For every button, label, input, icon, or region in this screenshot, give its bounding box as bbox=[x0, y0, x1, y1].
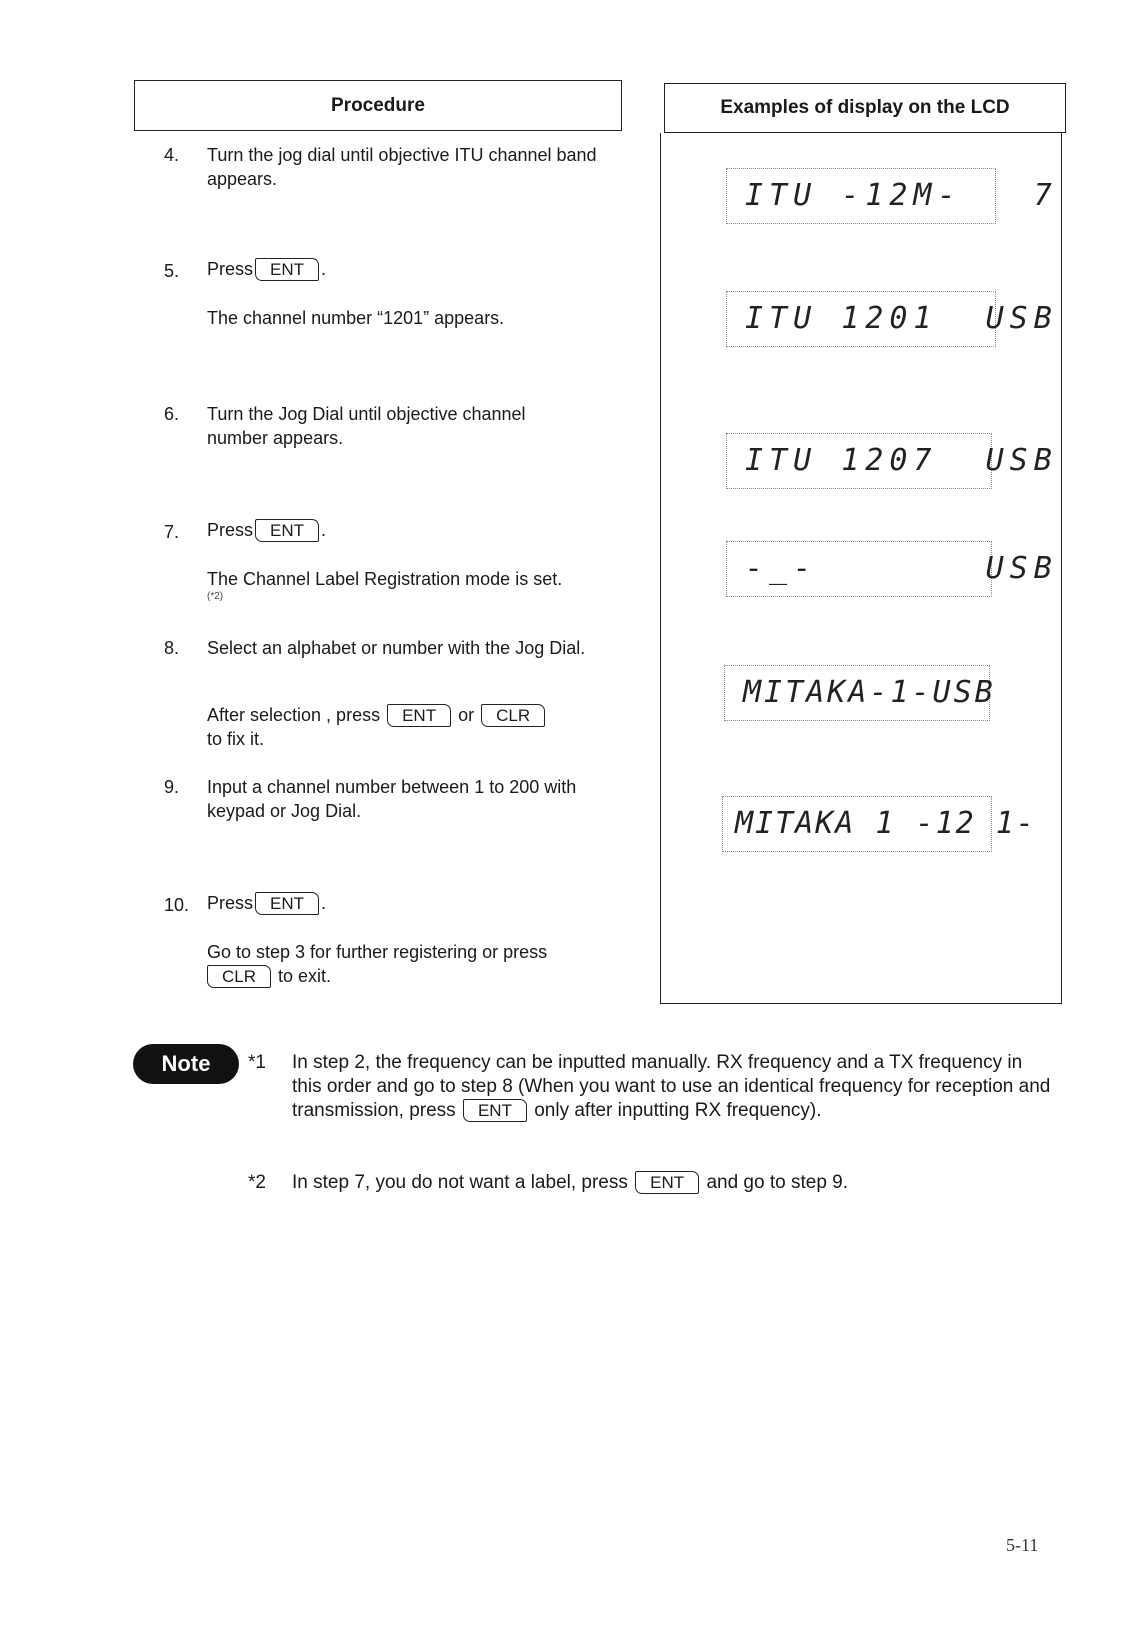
step-period: . bbox=[321, 259, 327, 279]
step-text: Turn the Jog Dial until objective channel number appears. bbox=[207, 404, 526, 448]
ent-key: ENT bbox=[387, 704, 451, 727]
lcd-display: ITU -12M- 7 bbox=[726, 168, 996, 224]
step-press-label: Press bbox=[207, 893, 254, 913]
step-subtext bbox=[207, 567, 627, 603]
step-number: 4. bbox=[164, 145, 180, 165]
clr-key: CLR bbox=[481, 704, 545, 727]
lcd-display: MITAKA 1 -12 1- bbox=[722, 796, 992, 852]
note-mark: *1 bbox=[248, 1052, 266, 1073]
step-text: Input a channel number between 1 to 200 with keypad or Jog Dial. bbox=[207, 777, 577, 821]
page-number: 5-11 bbox=[1006, 1535, 1039, 1555]
step-number: 10. bbox=[164, 895, 190, 915]
lcd-display: ITU 1207 USB bbox=[726, 433, 992, 489]
step-period: . bbox=[321, 893, 327, 913]
or-label: or bbox=[458, 705, 475, 725]
step-number: 6. bbox=[164, 404, 180, 424]
step-subtext-end: to exit. bbox=[278, 966, 332, 986]
note-text-part: In step 2, the frequency can be inputted manually. RX frequency and a TX frequency in this order and go to step 8 (When you want to use an identical frequency for reception and transmission, press bbox=[292, 1052, 1051, 1121]
note-badge: Note bbox=[133, 1044, 239, 1084]
clr-key: CLR bbox=[207, 965, 271, 988]
ent-key: ENT bbox=[255, 519, 319, 542]
ent-key: ENT bbox=[255, 892, 319, 915]
ent-key: ENT bbox=[255, 258, 319, 281]
step-text: Turn the jog dial until objective ITU channel band appears. bbox=[207, 145, 597, 189]
step-text bbox=[207, 257, 627, 281]
step-subtext bbox=[207, 703, 607, 751]
step-subtext: The channel number “1201” appears. bbox=[207, 308, 505, 328]
step-text bbox=[207, 891, 627, 915]
step-press-label: Press bbox=[207, 520, 254, 540]
ent-key: ENT bbox=[463, 1099, 527, 1122]
step-text bbox=[207, 518, 627, 542]
footnote-ref: (*2) bbox=[207, 591, 224, 602]
step-number: 5. bbox=[164, 261, 180, 281]
lcd-display: ITU 1201 USB bbox=[726, 291, 996, 347]
note-mark: *2 bbox=[248, 1172, 266, 1193]
note-text-part: and go to step 9. bbox=[706, 1172, 849, 1193]
step-subtext-line: After selection , press bbox=[207, 705, 381, 725]
step-subtext-line: The Channel Label Registration mode is set. bbox=[207, 569, 563, 589]
note-text-part: In step 7, you do not want a label, press bbox=[292, 1172, 628, 1193]
lcd-display: MITAKA-1-USB bbox=[724, 665, 990, 721]
step-period: . bbox=[321, 520, 327, 540]
step-subtext-end: to fix it. bbox=[207, 729, 265, 749]
note-text bbox=[292, 1171, 1052, 1195]
lcd-display: -_- USB bbox=[726, 541, 992, 597]
note-text bbox=[292, 1051, 1052, 1123]
lcd-examples-header: Examples of display on the LCD bbox=[664, 83, 1066, 133]
step-subtext bbox=[207, 940, 607, 988]
step-subtext-line: Go to step 3 for further registering or press bbox=[207, 942, 548, 962]
note-text-part: only after inputting RX frequency). bbox=[534, 1100, 822, 1121]
step-press-label: Press bbox=[207, 259, 254, 279]
step-number: 8. bbox=[164, 638, 180, 658]
procedure-header: Procedure bbox=[134, 80, 622, 131]
step-number: 9. bbox=[164, 777, 180, 797]
step-number: 7. bbox=[164, 522, 180, 542]
step-text: Select an alphabet or number with the Jog Dial. bbox=[207, 638, 586, 658]
ent-key: ENT bbox=[635, 1171, 699, 1194]
